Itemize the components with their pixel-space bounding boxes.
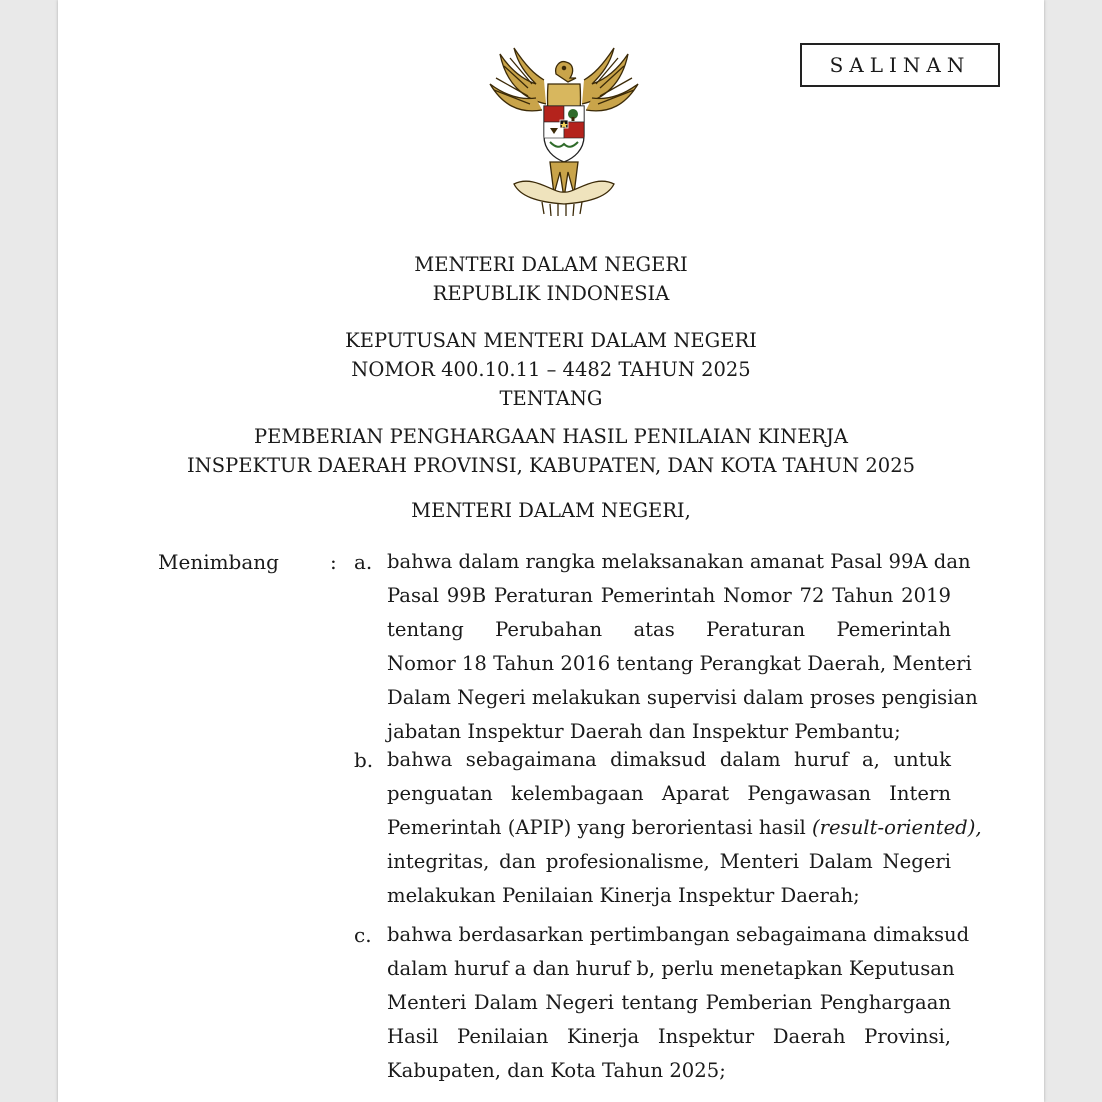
considering-item-line: tentang Perubahan atas Peraturan Pemerintah xyxy=(387,618,951,641)
header-republic: REPUBLIK INDONESIA xyxy=(432,282,670,305)
considering-label: Menimbang xyxy=(158,550,279,574)
considering-item-letter: c. xyxy=(354,923,372,947)
considering-item-line-with-italic xyxy=(387,811,982,845)
considering-item-line: bahwa berdasarkan pertimbangan sebagaimana dimaksud xyxy=(387,923,970,946)
considering-item-line: Menteri Dalam Negeri tentang Pemberian Penghargaan xyxy=(387,991,951,1014)
header-minister-title: MENTERI DALAM NEGERI xyxy=(414,253,688,276)
considering-item-line: Pemerintah (APIP) yang berorientasi hasil xyxy=(387,816,806,839)
considering-item-letter: a. xyxy=(354,550,373,574)
considering-item-line: penguatan kelembagaan Aparat Pengawasan Intern xyxy=(387,782,951,805)
decision-issuer: MENTERI DALAM NEGERI, xyxy=(411,499,691,522)
considering-item-letter: b. xyxy=(354,748,374,772)
considering-item-a xyxy=(387,545,978,749)
decision-title: KEPUTUSAN MENTERI DALAM NEGERI xyxy=(345,329,757,352)
salinan-stamp: SALINAN xyxy=(800,43,1000,87)
considering-item-c xyxy=(387,918,970,1088)
italic-phrase: (result-oriented), xyxy=(812,816,982,839)
decision-about: TENTANG xyxy=(499,387,603,410)
considering-item-b xyxy=(387,743,982,913)
garuda-emblem-icon xyxy=(484,44,644,219)
considering-item-line: jabatan Inspektur Daerah dan Inspektur Pembantu; xyxy=(387,720,901,743)
considering-item-line: bahwa dalam rangka melaksanakan amanat Pasal 99A dan xyxy=(387,550,971,573)
considering-item-line: Nomor 18 Tahun 2016 tentang Perangkat Daerah, Menteri xyxy=(387,652,972,675)
document-page xyxy=(58,0,1044,1102)
considering-item-line: Pasal 99B Peraturan Pemerintah Nomor 72 Tahun 2019 xyxy=(387,584,951,607)
considering-item-line: Hasil Penilaian Kinerja Inspektur Daerah Provinsi, xyxy=(387,1025,951,1048)
considering-item-line: dalam huruf a dan huruf b, perlu menetapkan Keputusan xyxy=(387,957,955,980)
considering-item-line: Kabupaten, dan Kota Tahun 2025; xyxy=(387,1059,726,1082)
considering-colon: : xyxy=(330,550,337,574)
decision-subject-line-1: PEMBERIAN PENGHARGAAN HASIL PENILAIAN KINERJA xyxy=(253,425,849,448)
decision-subject-line-2: INSPEKTUR DAERAH PROVINSI, KABUPATEN, DAN KOTA TAHUN 2025 xyxy=(186,454,916,477)
considering-item-line: bahwa sebagaimana dimaksud dalam huruf a, untuk xyxy=(387,748,951,771)
considering-item-line: melakukan Penilaian Kinerja Inspektur Daerah; xyxy=(387,884,860,907)
decision-number: NOMOR 400.10.11 – 4482 TAHUN 2025 xyxy=(351,358,751,381)
considering-item-line: Dalam Negeri melakukan supervisi dalam proses pengisian xyxy=(387,686,978,709)
considering-item-line: integritas, dan profesionalisme, Menteri Dalam Negeri xyxy=(387,850,951,873)
